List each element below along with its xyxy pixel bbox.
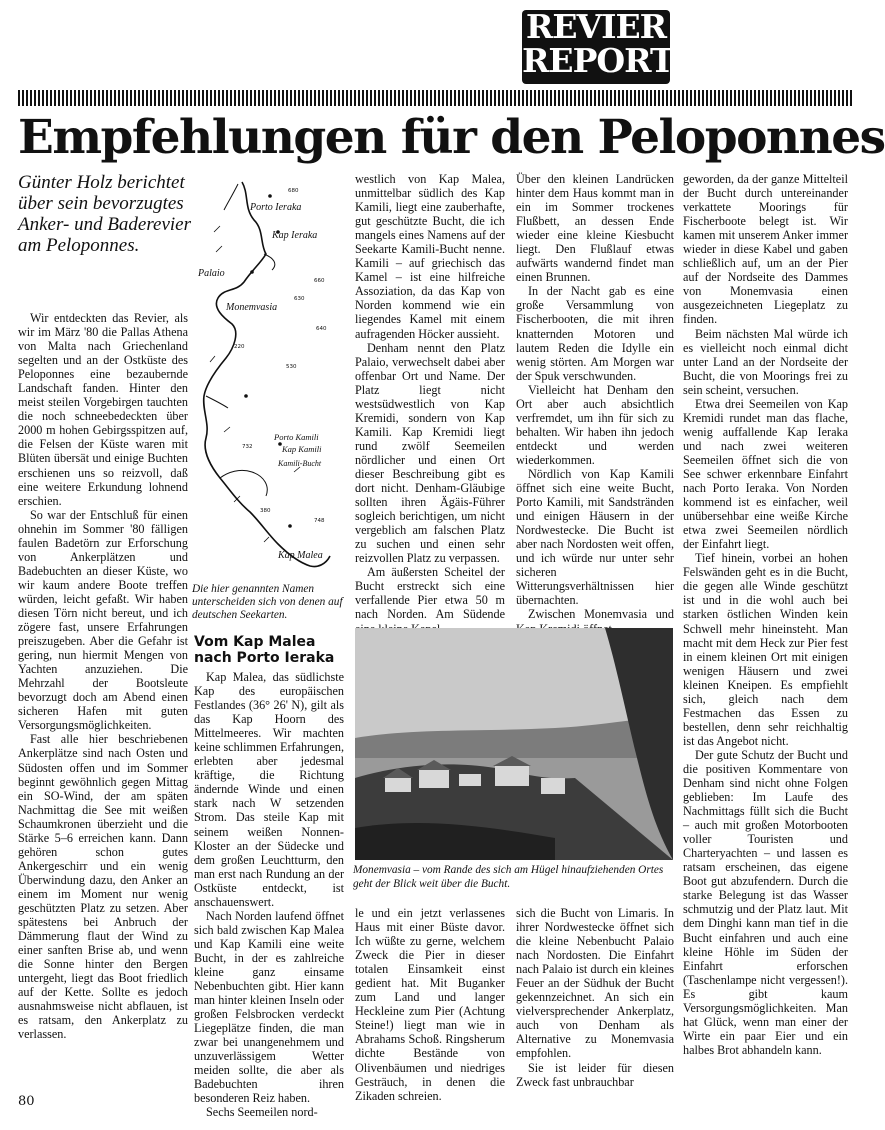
column-4-bottom [516,906,674,1089]
col5-para-3: Etwa drei Seemeilen von Kap Kremidi rundet man das flache, wenig auffallende Kap Ieraka und nach zwei weiteren Seemeilen öffnet sich die von See schwer erkennbare Einfahrt nach Porto Ieraka. Von Norden kommend ist es einfacher, weil unübersehbar eine weiße Kirche etwa zwei Seemeilen nördlich der Einfahrt liegt. [683,396,848,552]
masthead-line-1: REVIER [525,7,667,46]
intro-teaser: Günter Holz berichtet über sein bevorzugtes Anker- und Baderevier am Peloponnes. [18,172,192,256]
monemvasia-photo [355,628,673,860]
monemvasia-photo-drawing [355,628,673,860]
headline: Empfehlungen für den Peloponnes [18,110,885,165]
col4-para-5: Zwischen Monemvasia und [528,607,674,622]
coast-map [194,172,344,582]
map-depth-3: 630 [294,296,305,302]
column-5 [683,172,848,1092]
col3-para-2: Denham nennt den Platz Palaio, verwechselt dabei aber offenbar Ort und Name. Der Platz liegt nicht westsüdwestlich von Kap Kremidi, sondern von Kap Kamili. Kap Kremidi liegt rund zwölf Seemeilen nördlicher und einen Ort dieser Beschreibung gibt es dort nicht. Denham-Gläubige sollten ihren Ägäis-Führer sogleich berichtigen, um nicht vergeblich am falschen Platz zu suchen und einen sehr reizvollen Platz zu verpassen. [355,340,505,566]
map-label-porto-ieraka: Porto Ieraka [250,202,302,213]
map-label-palaio: Palaio [198,268,225,279]
map-depth-9: 748 [314,518,325,524]
column-2 [194,670,344,1120]
map-label-kap-malea: Kap Malea [278,550,323,561]
map-depth-4: 640 [316,326,327,332]
col2-para-3: Sechs Seemeilen nord- [206,1105,318,1120]
col1-para-2: So war der Entschluß für einen ohnehin im Sommer '80 fälligen faulen Badetörn zur Erforschung von Ankerplätzen und Badebuchten an dieser Küste, wo wir kaum andere Boote treffen würden, leicht gefaßt. Wir haben diesen Törn nicht bereut, und ich zögere fast, unsere Erfahrungen preiszugeben. Aber die Gefahr ist gering, nun hiermit Mengen von Yachten anzuziehen. Die Mehrzahl der Bootsleute bevorzugt doch am Abend einen sicheren Hafen mit guten Versorgungsmöglichkeiten. [18,507,188,733]
col5-para-4: Tief hinein, vorbei an hohen Felswänden geht es in die Bucht, die gegen alle Winde geschützt ist und in die wohl auch bei starken östlichen Winden kein Schwell mehr hineinsteht. Man macht mit dem Heck zur Pier fest in einem kleinen Ort mit einigen wenigen Häusern und zwei kleinen Kneipen. Es empfiehlt sich, gleich nach dem Festmachen das Essen zu bestellen, denn sehr reichhaltig ist das Angebot nicht. [683,551,848,748]
revier-report-masthead [522,7,674,84]
col3-bottom-para: le und ein jetzt verlassenes Haus mit einer Büste davor. Ich wüßte zu gerne, welchem Zweck die Pier in dieser totalen Einsamkeit einst gedient hat. Mit Buganker zum Land und langer Heckleine zum Pier (Achtung Steine!) liegt man wie in Abrahams Schoß. Ringsherum dichte Bestände von Olivenbäumen und niedriges Gesträuch, in denen die Zikaden schreien. [355,906,505,1103]
coast-map-drawing [194,172,344,582]
col4-para-1: Über den kleinen Landrücken hinter dem Haus kommt man in ein im Sommer trockenes Flußbett, an dessen Ende wieder eine kleine Kiesbucht liegt. Den Flußlauf etwas aufwärts wandernd findet man einen Brunnen. [516,172,674,285]
col3-para-1: westlich von Kap Malea, unmittelbar südlich des Kap Kamili, liegt eine zauberhafte, gut geschützte Bucht, die ich mangels eines Namens auf der Seekarte Kamili-Bucht nenne. Kamili – auf griechisch das Kamel – ist eine hilfreiche Assoziation, da das Kap von Norden kommend wie ein liegendes Kamel mit einem aufragenden Höcker aussieht. [355,172,505,341]
map-depth-7: 732 [242,444,253,450]
column-3-bottom [355,906,505,1103]
map-label-monemvasia: Monemvasia [226,302,278,313]
map-depth-1: 680 [288,188,299,194]
section-subhead: Vom Kap Malea nach Porto Ieraka [194,634,335,666]
map-depth-5: 530 [286,364,297,370]
col2-para-1: Kap Malea, das südlichste Kap des europäischen Festlandes (36° 26' N), gilt als das Kap Hoorn des Mittelmeeres. Wir machten keine schlimmen Erfahrungen, erlebten aber jedesmal kräftige, die Richtung ändernde Winde und einen stark nach W setzenden Strom. Das steile Kap mit seinem weißen Nonnen-Kloster an der Südecke und dem großen Leuchtturm, den man erst nach Rundung an der Ostküste entdeckt, ist anschauenswert. [194,670,344,909]
photo-caption: Monemvasia – vom Rande des sich am Hügel hinaufziehenden Ortes geht der Blick weit über die Bucht. [353,864,664,890]
hatched-rule [18,90,852,106]
map-label-kap-ieraka: Kap Ieraka [272,230,318,241]
map-depth-6: 220 [234,344,245,350]
col4-bottom-para-1: sich die Bucht von Limaris. In ihrer Nordwestecke öffnet sich die kleine Nebenbucht Palaio nach Nordosten. Die Einfahrt nach Palaio ist durch ein kleines Feuer an der Südhuk der Bucht gekennzeichnet. An sich ein vielversprechender Ankerplatz, auch von Denham als Alternative zu Monemvasia empfohlen. [516,906,674,1061]
col1-para-3: Fast alle hier beschriebenen Ankerplätze sind nach Osten und Südosten offen und im Sommer beginnt gewöhnlich gegen Mittag ein SO-Wind, der am späten Nachmittag die See mit weißen Schaumkronen überzieht und die Stärke 5–6 erreichen kann. Dann gehören schon gutes Ankergeschirr und ein wenig Überwindung dazu, den Anker an einem im Moment nur wenig geschützten Platz zu setzen. Aber spätestens bei Anbruch der Dämmerung flaut der Wind zu einer sanften Brise ab, und wenn die Sonne hinter den Bergen untergeht, liegt das Boot friedlich auf der Kette. Sollte es jedoch ausnahmsweise nicht abflauen, ist es ratsam, den Ankerplatz zu verlassen. [18,732,188,1042]
col3-para-3: Am äußersten Scheitel der Bucht erstreckt sich eine verfallende Pier etwa 50 m nach Norden. Am Südende [355,565,505,622]
column-1 [18,311,188,1091]
map-depth-2: 660 [314,278,325,284]
col5-para-1: geworden, da der ganze Mittelteil der Bucht durch untereinander verkattete Moorings für Fischerboote belegt ist. Wir kamen mit unserem Anker immer wieder in diese Kabel und gaben schließlich auf, um an der Pier auf der Nordseite des Dammes von Monemvasia einen ausgezeichneten Liegeplatz zu finden. [683,172,848,327]
map-label-kamili-bucht: Kamili-Bucht [278,459,322,468]
col5-para-5: Der gute Schutz der Bucht und die positiven Kommentare von Denham sind nicht ohne Folgen geblieben: Im Laufe des Nachmittags füllt sich die Bucht – auch mit großen Motorbooten voller Touristen und Charteryachten – und lassen es ratsam erscheinen, das eigene Boot gut abzufendern. Durch die starke Belegung ist das Wasser schmutzig und der Platz laut. Mit dem Dinghi kann man tief in die Bucht einfahren und auch eine kleine Höhle im Süden der Einfahrt erforschen (Taschenlampe nicht vergessen!). Es gibt kaum Versorgungsmöglichkeiten. Man hat Glück, wenn man einer der Wirte ein paar Eier und ein halbes Brot abhandeln kann. [683,747,848,1057]
map-label-porto-kamili: Porto Kamili [274,432,319,442]
column-4-top [516,172,674,622]
map-label-kap-kamili: Kap Kamili [282,444,322,454]
map-depth-8: 380 [260,508,271,514]
page-number: 80 [18,1094,35,1109]
col5-para-2: Beim nächsten Mal würde ich es vielleicht noch einmal dicht unter Land an der Nordseite der Bucht, die von Moorings frei zu sein scheint, versuchen. [683,326,848,397]
column-3-top [355,172,505,622]
col4-para-4: Nördlich von Kap Kamili öffnet sich eine weite Bucht, Porto Kamili, mit Sandstränden und einigen Häusern in der Nordwestecke. Die Bucht ist aber nach Nordosten weit offen, und ich würde nur unter sehr sicheren Witterungsverhältnissen hier übernachten. [516,466,674,608]
map-caption: Die hier genannten Namen unterscheiden sich von denen auf deutschen Seekarten. [192,583,343,621]
masthead-line-2: REPORT [522,41,674,80]
col2-para-2: Nach Norden laufend öffnet sich bald zwischen Kap Malea und Kap Kamili eine weite Bucht, in der es zahlreiche kleine ganz einsame Nebenbuchten gibt. Hier kann man hinter kleinen Inseln oder großen Felsbrocken verdeckt Liegeplätze finden, die man zwar bei unangenehmem und unzuverlässigem Wetter meiden sollte, die aber als Badebuchten ihren besonderen Reiz haben. [194,908,344,1106]
col4-para-3: Vielleicht hat Denham den Ort aber auch absichtlich verfremdet, um ihn für sich zu behalten. Wir haben ihn jedoch entdeckt und werden wiederkommen. [516,382,674,467]
col4-bottom-para-2: Sie ist leider für diesen Zweck fast unbrauchbar [516,1060,674,1089]
col1-para-1: Wir entdeckten das Revier, als wir im März '80 die Pallas Athena von Malta nach Griechenland segelten und an der Ostküste des Peloponnes eine bezaubernde Landschaft fanden. Hinter den meist steilen Vorgebirgen tauchten die noch schneebedeckten über 2000 m hohen Gebirgsspitzen auf, die Felsen der Küste waren mit Blüten übersät und einige Buchten erschienen uns so reizvoll, daß eine weitere Erkundung lohnend erschien. [18,311,188,508]
col4-para-2: In der Nacht gab es eine große Versammlung von Fischerbooten, die mit ihren knatternden Motoren und lautem Reden die Idylle ein wenig störten. Am Morgen war der Spuk verschwunden. [516,284,674,383]
